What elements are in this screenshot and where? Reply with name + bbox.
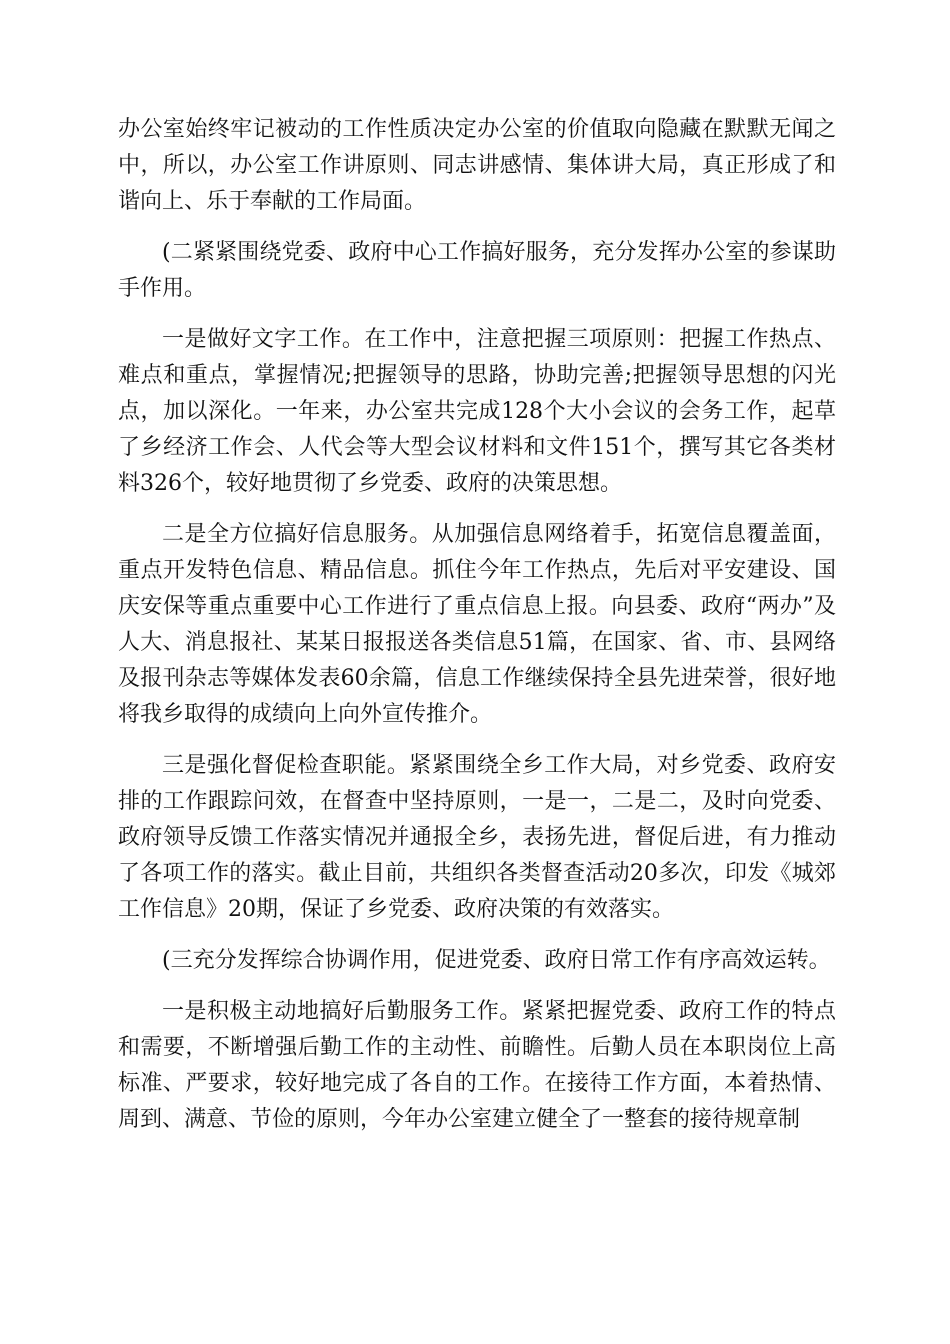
paragraph-1: 办公室始终牢记被动的工作性质决定办公室的价值取向隐藏在默默无闻之中，所以，办公室工作讲原则、同志讲感情、集体讲大局，真正形成了和谐向上、乐于奉献的工作局面。: [118, 117, 836, 214]
paragraph-4: 二是全方位搞好信息服务。从加强信息网络着手，拓宽信息覆盖面，重点开发特色信息、精品信息。抓住今年工作热点，先后对平安建设、国庆安保等重点重要中心工作进行了重点信息上报。向县委、政府“两办”及人大、消息报社、某某日报报送各类信息51篇，在国家、省、市、县网络及报刊杂志等媒体发表60余篇，信息工作继续保持全县先进荣誉，很好地将我乡取得的成绩向上向外宣传推介。: [118, 522, 836, 727]
document-body: [118, 112, 836, 1138]
paragraph-6: (三充分发挥综合协调作用，促进党委、政府日常工作有序高效运转。: [162, 948, 831, 973]
paragraph-2: (二紧紧围绕党委、政府中心工作搞好服务，充分发挥办公室的参谋助手作用。: [118, 240, 836, 301]
paragraph-7: 一是积极主动地搞好后勤服务工作。紧紧把握党委、政府工作的特点和需要，不断增强后勤工作的主动性、前瞻性。后勤人员在本职岗位上高标准、严要求，较好地完成了各自的工作。在接待工作方面，本着热情、周到、满意、节俭的原则，今年办公室建立健全了一整套的接待规章制: [118, 999, 836, 1132]
paragraph-5: 三是强化督促检查职能。紧紧围绕全乡工作大局，对乡党委、政府安排的工作跟踪问效，在督查中坚持原则，一是一，二是二，及时向党委、政府领导反馈工作落实情况并通报全乡，表扬先进，督促后进，有力推动了各项工作的落实。截止目前，共组织各类督查活动20多次，印发《城郊工作信息》20期，保证了乡党委、政府决策的有效落实。: [118, 753, 836, 922]
paragraph-3: 一是做好文字工作。在工作中，注意把握三项原则：把握工作热点、难点和重点，掌握情况;把握领导的思路，协助完善;把握领导思想的闪光点，加以深化。一年来，办公室共完成128个大小会议的会务工作，起草了乡经济工作会、人代会等大型会议材料和文件151个，撰写其它各类材料326个，较好地贯彻了乡党委、政府的决策思想。: [118, 327, 836, 496]
